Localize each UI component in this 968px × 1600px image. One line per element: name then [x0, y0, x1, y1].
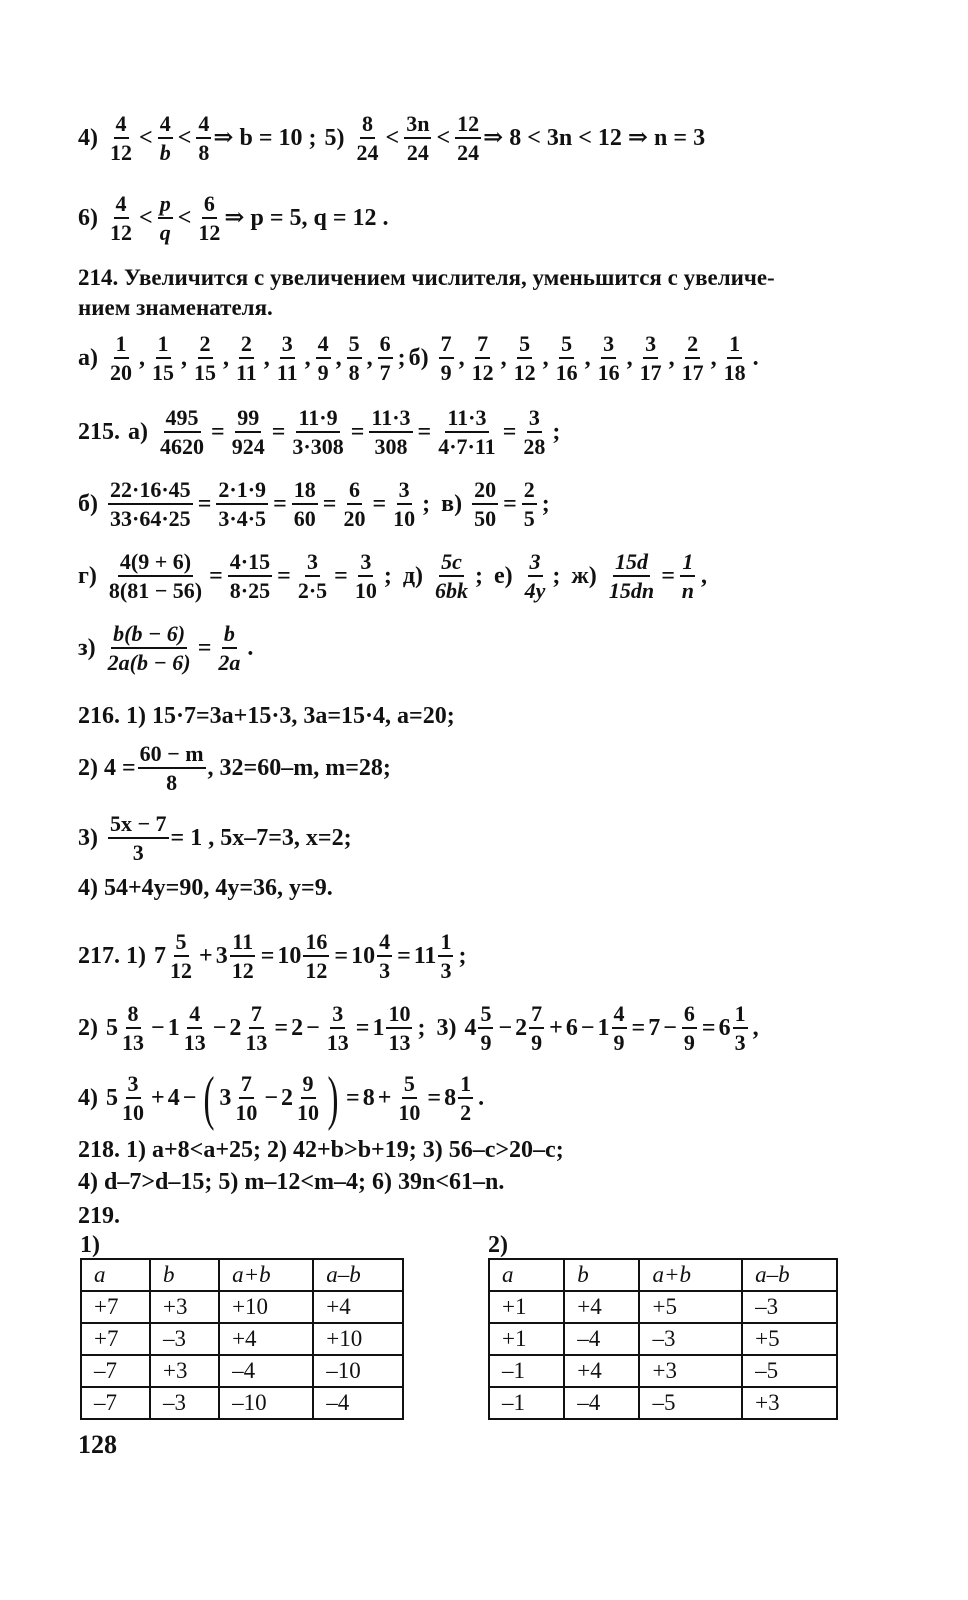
fraction: $\frac{3}{17}$	[639, 331, 662, 386]
fraction: $\frac{1}{18}$	[723, 331, 746, 386]
table-cell: +3	[742, 1387, 837, 1419]
p217-1-label: 217. 1)	[78, 943, 146, 970]
table-1-label: 1)	[80, 1232, 100, 1258]
table-cell: –10	[313, 1355, 403, 1387]
table-cell: +10	[313, 1323, 403, 1355]
problem-217-1: 217. 1) 7 $\frac{5}{12}$ + 3 $\frac{11}{12}$ = 10 $\frac{16}{12}$ = 10 $\frac{4}{3}$ = 11 $\frac{1}{3}$ ;	[78, 929, 467, 984]
p215-v-label: в)	[441, 491, 463, 518]
table-cell: +7	[81, 1323, 150, 1355]
problem-216-4: 4) 54+4y=90, 4y=36, y=9.	[78, 875, 333, 901]
table-row	[81, 1323, 403, 1355]
p213-5-label: 5)	[324, 125, 345, 152]
table-cell: –10	[219, 1387, 313, 1419]
p215-g-label: г)	[78, 563, 97, 590]
fraction: $\frac{5}{8}$	[348, 331, 360, 386]
p213-5-result: ⇒ 8 < 3n < 12 ⇒ n = 3	[483, 125, 706, 152]
table-row	[81, 1291, 403, 1323]
table-row	[489, 1387, 837, 1419]
table-cell: –4	[564, 1387, 639, 1419]
p214-a-label: а)	[78, 345, 98, 372]
table-header-cell: a	[81, 1259, 150, 1291]
p215-a-label: а)	[128, 419, 148, 446]
table-1	[80, 1258, 404, 1420]
problem-214-fractions: а) $\frac{1}{20}$ , $\frac{1}{15}$ , $\frac{2}{15}$ , $\frac{2}{11}$ , $\frac{3}{11}$ , $\frac{4}{9}$ , $\frac{5}{8}$ , $\frac{6}{7}$ ; б) $\frac{7}{9}$ , $\frac{7}{12}$ , $\frac{5}{12}$ , $\frac{5}{16}$ , $\frac{3}{16}$ , $\frac{3}{17}$ , $\frac{2}{17}$ , $\frac{1}{18}$ .	[78, 331, 759, 386]
fraction: $\frac{2\cdot 1\cdot 9}{3\cdot 4\cdot 5}$	[218, 477, 267, 532]
fraction: $\frac{3}{16}$	[597, 331, 620, 386]
p216-2-rest: , 32=60–m, m=28;	[207, 755, 391, 782]
fraction: $\frac{2}{17}$	[681, 331, 704, 386]
p213-6-label: 6)	[78, 205, 98, 232]
fraction: $\frac{3}{10}$	[354, 549, 377, 604]
fraction: $\frac{4(9 + 6)}{8(81 - 56)}$	[108, 549, 203, 604]
table-cell: –5	[639, 1387, 742, 1419]
table-cell: +1	[489, 1291, 564, 1323]
fraction: $\frac{5x - 7}{3}$	[110, 811, 167, 866]
fraction: $\frac{2}{11}$	[236, 331, 257, 386]
table-header-row	[81, 1259, 403, 1291]
fraction: $\frac{4}{b}$	[159, 111, 171, 166]
p213-4-label: 4)	[78, 125, 98, 152]
p213-4-result: ⇒ b = 10 ;	[213, 125, 317, 152]
fraction: $\frac{495}{4620}$	[160, 405, 204, 460]
problem-217-2-3: 2) 5 $\frac{8}{13}$ − 1 $\frac{4}{13}$ − 2 $\frac{7}{13}$ = 2 − $\frac{3}{13}$ = 1 $\frac{10}{13}$ ; 3) 4 $\frac{5}{9}$ − 2 $\frac{7}{9}$ + 6 − 1 $\frac{4}{9}$ = 7 − $\frac{6}{9}$ = 6 $\frac{1}{3}$ ,	[78, 1001, 759, 1056]
p215-z-label: з)	[78, 635, 96, 662]
fraction: $\frac{8}{24}$	[356, 111, 379, 166]
fraction: $\frac{3}{11}$	[276, 331, 298, 386]
fraction: $\frac{3}{2\cdot 5}$	[297, 549, 328, 604]
problem-213-line-4-5: 4) $\frac{4}{12}$ < $\frac{4}{b}$ < $\frac{4}{8}$ ⇒ b = 10 ; 5) $\frac{8}{24}$ < $\frac{3n}{24}$ < $\frac{12}{24}$ ⇒ 8 < 3n < 12 ⇒ n = 3	[78, 111, 706, 166]
problem-219-label: 219.	[78, 1203, 120, 1229]
p215-zh-label: ж)	[571, 563, 597, 590]
table-cell: +4	[219, 1323, 313, 1355]
fraction: $\frac{3n}{24}$	[406, 111, 430, 166]
table-cell: +3	[150, 1291, 219, 1323]
table-cell: –4	[219, 1355, 313, 1387]
fraction: $\frac{5}{12}$	[513, 331, 536, 386]
problem-216-1: 216. 1) 15·7=3a+15·3, 3a=15·4, a=20;	[78, 703, 455, 729]
table-header-cell: b	[150, 1259, 219, 1291]
problem-217-4: 4) 5 $\frac{3}{10}$ + 4 − ( 3 $\frac{7}{10}$ − 2 $\frac{9}{10}$ ) = 8 + $\frac{5}{10}$ = 8 $\frac{1}{2}$ .	[78, 1065, 485, 1131]
table-cell: +1	[489, 1323, 564, 1355]
table-cell: –1	[489, 1355, 564, 1387]
table-header-cell: a	[489, 1259, 564, 1291]
table-cell: –7	[81, 1355, 150, 1387]
problem-218-2: 4) d–7>d–15; 5) m–12<m–4; 6) 39n<61–n.	[78, 1169, 505, 1195]
table-row	[81, 1355, 403, 1387]
fraction: $\frac{11\cdot 9}{3\cdot 308}$	[292, 405, 344, 460]
p216-2-label: 2) 4 =	[78, 755, 136, 782]
p215-b-chain: $\frac{22\cdot 16\cdot 45}{33\cdot 64\cdot 25}$ = $\frac{2\cdot 1\cdot 9}{3\cdot 4\cdot 5}$ = $\frac{18}{60}$ = $\frac{6}{20}$ = $\frac{3}{10}$	[110, 477, 416, 532]
table-cell: –3	[150, 1323, 219, 1355]
table-cell: –1	[489, 1387, 564, 1419]
fraction: $\frac{1}{20}$	[110, 331, 132, 386]
p215-g-chain: $\frac{4(9 + 6)}{8(81 - 56)}$ = $\frac{4\cdot 15}{8\cdot 25}$ = $\frac{3}{2\cdot 5}$ = $\frac{3}{10}$	[108, 549, 377, 604]
table-header-cell: b	[564, 1259, 639, 1291]
fraction: $\frac{4}{8}$	[198, 111, 210, 166]
table-cell: +5	[639, 1291, 742, 1323]
problem-216-2	[78, 742, 391, 794]
table-cell: –3	[150, 1387, 219, 1419]
table-row	[489, 1291, 837, 1323]
fraction: $\frac{11\cdot 3}{308}$	[371, 405, 411, 460]
fraction: $\frac{6}{7}$	[379, 331, 391, 386]
p215-d-label: д)	[402, 563, 423, 590]
p213-6-result: ⇒ p = 5, q = 12 .	[224, 205, 389, 232]
p216-3-rest: = 1 , 5x–7=3, x=2;	[170, 825, 352, 852]
fraction: $\frac{7}{12}$	[471, 331, 494, 386]
p215-a-chain: $\frac{495}{4620}$ = $\frac{99}{924}$ = $\frac{11\cdot 9}{3\cdot 308}$ = $\frac{11\cdot 3}{308}$ = $\frac{11\cdot 3}{4\cdot 7\cdot 11}$ = $\frac{3}{28}$	[160, 405, 546, 460]
table-cell: +3	[639, 1355, 742, 1387]
p215-v-chain: $\frac{20}{50}$ = $\frac{2}{5}$	[474, 477, 535, 532]
fraction: $\frac{1}{15}$	[152, 331, 174, 386]
fraction: $\frac{6}{12}$	[198, 191, 221, 246]
table-row	[489, 1323, 837, 1355]
fraction: $\frac{20}{50}$	[474, 477, 497, 532]
fraction: $\frac{4}{12}$	[110, 191, 132, 246]
fraction: $\frac{3}{10}$	[393, 477, 416, 532]
table-row	[489, 1355, 837, 1387]
problem-215-a: 215. а) $\frac{495}{4620}$ = $\frac{99}{924}$ = $\frac{11\cdot 9}{3\cdot 308}$ = $\frac{11\cdot 3}{308}$ = $\frac{11\cdot 3}{4\cdot 7\cdot 11}$ = $\frac{3}{28}$ ;	[78, 405, 561, 460]
problem-215-b-v: б) $\frac{22\cdot 16\cdot 45}{33\cdot 64\cdot 25}$ = $\frac{2\cdot 1\cdot 9}{3\cdot 4\cdot 5}$ = $\frac{18}{60}$ = $\frac{6}{20}$ = $\frac{3}{10}$ ; в) $\frac{20}{50}$ = $\frac{2}{5}$ ;	[78, 477, 550, 532]
table-cell: –3	[742, 1291, 837, 1323]
table-cell: +4	[313, 1291, 403, 1323]
problem-218-1: 218. 1) a+8<a+25; 2) 42+b>b+19; 3) 56–c>20–c;	[78, 1137, 564, 1163]
p214-b-list: $\frac{7}{9}$ , $\frac{7}{12}$ , $\frac{5}{12}$ , $\frac{5}{16}$ , $\frac{3}{16}$ , $\frac{3}{17}$ , $\frac{2}{17}$ , $\frac{1}{18}$	[440, 331, 746, 386]
problem-213-line-6: 6) $\frac{4}{12}$ < $\frac{p}{q}$ < $\frac{6}{12}$ ⇒ p = 5, q = 12 .	[78, 191, 389, 246]
fraction: $\frac{4}{12}$	[110, 111, 132, 166]
fraction: $\frac{60 - m}{8}$	[139, 741, 204, 796]
table-cell: –4	[313, 1387, 403, 1419]
fraction: $\frac{p}{q}$	[159, 191, 171, 246]
table-cell: +5	[742, 1323, 837, 1355]
fraction: $\frac{6}{20}$	[343, 477, 366, 532]
table-row	[81, 1387, 403, 1419]
fraction: $\frac{b}{2a}$	[218, 621, 241, 676]
fraction: $\frac{99}{924}$	[231, 405, 265, 460]
fraction: $\frac{3}{28}$	[523, 405, 546, 460]
table-cell: +7	[81, 1291, 150, 1323]
fraction: $\frac{b(b - 6)}{2a(b - 6)}$	[107, 621, 191, 676]
fraction: $\frac{2}{15}$	[194, 331, 216, 386]
table-cell: +4	[564, 1355, 639, 1387]
fraction: $\frac{4}{9}$	[317, 331, 329, 386]
p214-b-label: б)	[408, 345, 429, 372]
fraction: $\frac{12}{24}$	[457, 111, 480, 166]
table-2-label: 2)	[488, 1232, 508, 1258]
table-cell: –5	[742, 1355, 837, 1387]
p216-3-label: 3)	[78, 825, 98, 852]
table-cell: –3	[639, 1323, 742, 1355]
p215-e-label: е)	[493, 563, 513, 590]
p215-label: 215.	[78, 419, 120, 446]
fraction: $\frac{4\cdot 15}{8\cdot 25}$	[229, 549, 271, 604]
problem-215-g-zh: г) $\frac{4(9 + 6)}{8(81 - 56)}$ = $\frac{4\cdot 15}{8\cdot 25}$ = $\frac{3}{2\cdot 5}$ = $\frac{3}{10}$ ; д) $\frac{5c}{6bk}$ ; е) $\frac{3}{4y}$ ; ж) $\frac{15d}{15dn}$ = $\frac{1}{n}$ ,	[78, 549, 707, 604]
table-cell: +3	[150, 1355, 219, 1387]
fraction: $\frac{3}{4y}$	[524, 549, 546, 604]
fraction: $\frac{18}{60}$	[293, 477, 316, 532]
p215-b-label: б)	[78, 491, 98, 518]
p215-zh-chain: $\frac{15d}{15dn}$ = $\frac{1}{n}$	[608, 549, 694, 604]
problem-214-text-2: нием знаменателя.	[78, 295, 273, 320]
table-2	[488, 1258, 838, 1420]
table-header-cell: a–b	[313, 1259, 403, 1291]
fraction: $\frac{15d}{15dn}$	[608, 549, 655, 604]
p215-z-chain: $\frac{b(b - 6)}{2a(b - 6)}$ = $\frac{b}{2a}$	[107, 621, 241, 676]
table-header-cell: a+b	[219, 1259, 313, 1291]
p214-a-list: $\frac{1}{20}$ , $\frac{1}{15}$ , $\frac{2}{15}$ , $\frac{2}{11}$ , $\frac{3}{11}$ , $\frac{4}{9}$ , $\frac{5}{8}$ , $\frac{6}{7}$	[110, 331, 391, 386]
table-cell: –4	[564, 1323, 639, 1355]
problem-216-3	[78, 812, 352, 864]
fraction: $\frac{1}{n}$	[681, 549, 694, 604]
fraction: $\frac{5c}{6bk}$	[434, 549, 468, 604]
problem-215-z: з) $\frac{b(b - 6)}{2a(b - 6)}$ = $\frac{b}{2a}$ .	[78, 621, 254, 676]
fraction: $\frac{7}{9}$	[440, 331, 452, 386]
fraction: $\frac{11\cdot 3}{4\cdot 7\cdot 11}$	[438, 405, 496, 460]
table-header-row	[489, 1259, 837, 1291]
fraction: $\frac{5}{16}$	[555, 331, 578, 386]
table-cell: –7	[81, 1387, 150, 1419]
page-number: 128	[78, 1430, 117, 1459]
fraction: $\frac{22\cdot 16\cdot 45}{33\cdot 64\cdot 25}$	[110, 477, 191, 532]
table-header-cell: a+b	[639, 1259, 742, 1291]
problem-214-text-1: 214. Увеличится с увеличением числителя, уменьшится с увеличе-	[78, 265, 775, 290]
table-cell: +4	[564, 1291, 639, 1323]
fraction: $\frac{2}{5}$	[523, 477, 535, 532]
table-header-cell: a–b	[742, 1259, 837, 1291]
table-cell: +10	[219, 1291, 313, 1323]
